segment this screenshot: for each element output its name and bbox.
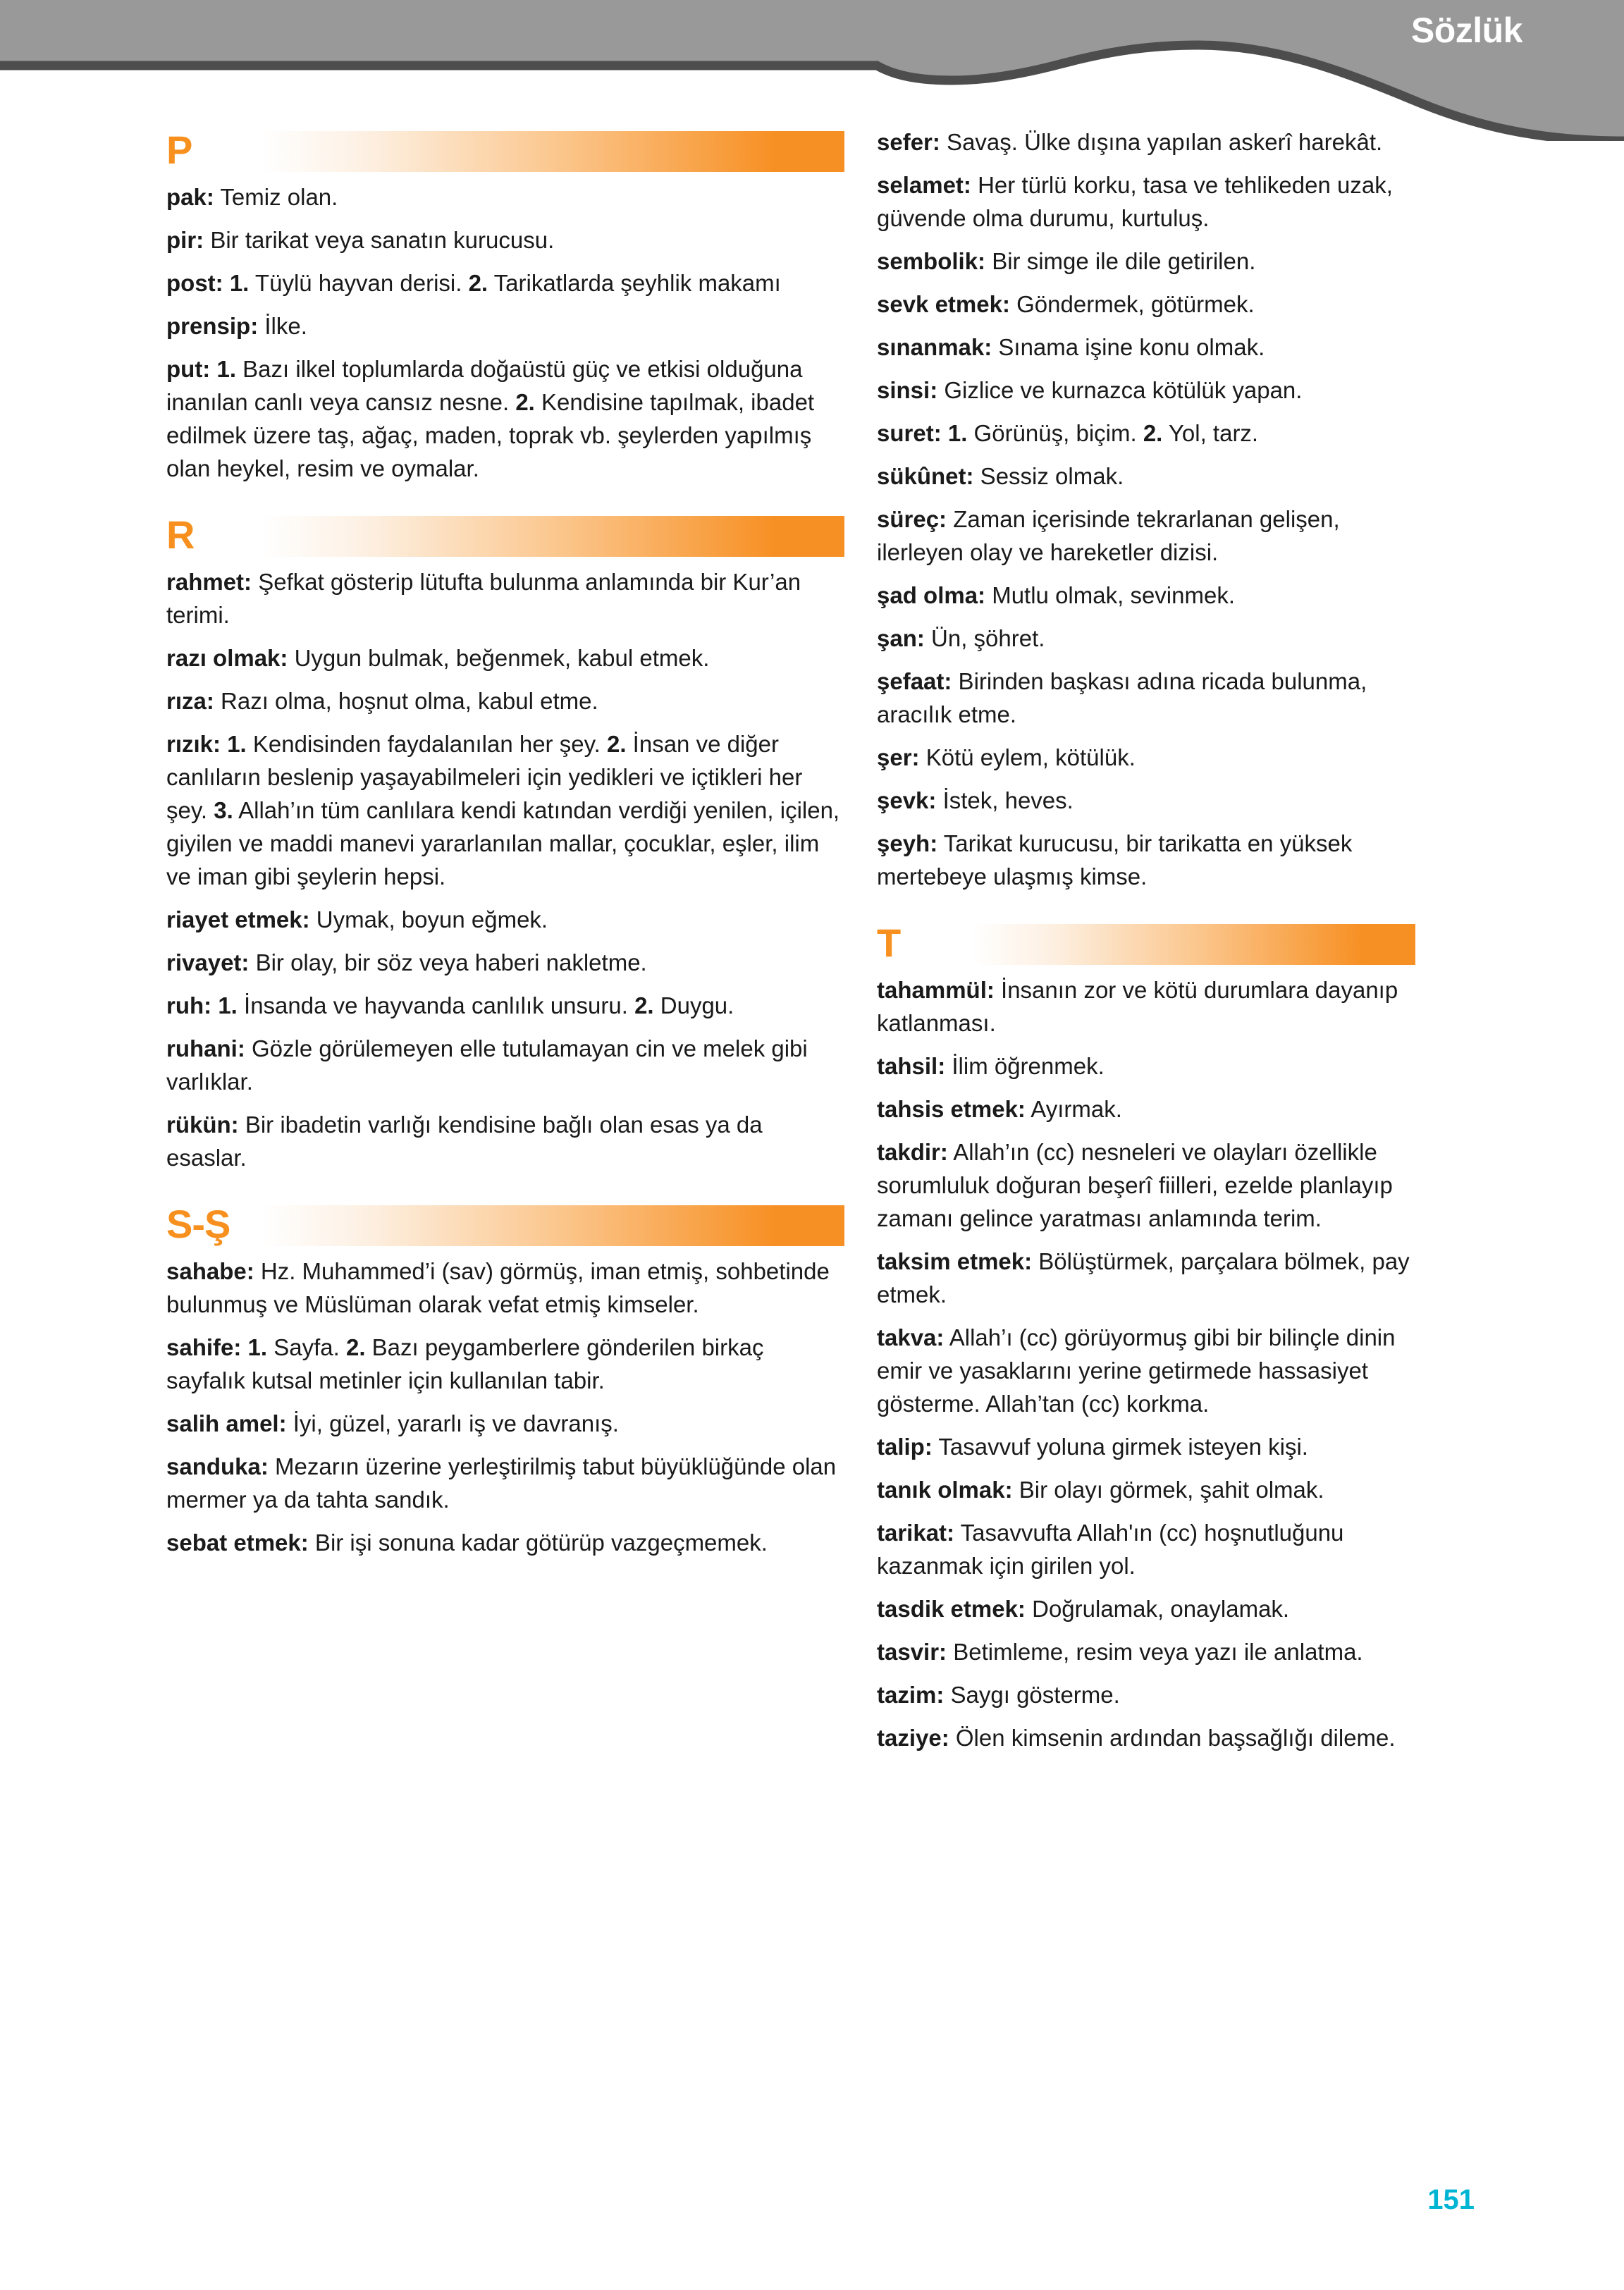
entry-definition: Birinden başkası adına ricada bulunma, aracılık etme. <box>877 668 1367 727</box>
entry-term: tarikat: <box>877 1520 955 1546</box>
dictionary-entry <box>877 1678 1415 1711</box>
entry-definition: Tarikatlarda şeyhlik makamı <box>488 270 781 296</box>
entry-definition: Sessiz olmak. <box>973 463 1124 489</box>
entry-sense-number: 1. <box>241 1334 268 1360</box>
entry-definition: Temiz olan. <box>214 184 338 210</box>
dictionary-entry <box>877 417 1415 450</box>
entry-definition: Tasavvufta Allah'ın (cc) hoşnutluğunu kazanmak için girilen yol. <box>877 1520 1344 1579</box>
entry-definition: Hz. Muhammed’i (sav) görmüş, iman etmiş, sohbetinde bulunmuş ve Müslüman olarak vefat etmiş kimseler. <box>166 1258 830 1317</box>
entry-term: salih amel: <box>166 1410 287 1436</box>
dictionary-entry <box>166 684 844 718</box>
section-header-r <box>166 510 844 561</box>
dictionary-entry <box>166 1331 844 1397</box>
entry-term: sinsi: <box>877 377 938 403</box>
entry-term: prensip: <box>166 313 259 339</box>
entry-definition: Bölüştürmek, parçalara bölmek, pay etmek. <box>877 1248 1410 1307</box>
dictionary-entry <box>166 1526 844 1559</box>
dictionary-entry <box>166 1255 844 1321</box>
entry-term: tanık olmak: <box>877 1477 1013 1503</box>
entry-term: tasdik etmek: <box>877 1596 1026 1622</box>
dictionary-entry <box>877 665 1415 731</box>
entry-term: tahammül: <box>877 977 995 1003</box>
entry-term: rızık: <box>166 731 221 757</box>
entry-term: sevk etmek: <box>877 291 1010 317</box>
entry-definition: Bazı ilkel toplumlarda doğaüstü güç ve etkisi olduğuna inanılan canlı veya cansız nesne. <box>166 356 803 415</box>
dictionary-entry <box>166 1407 844 1440</box>
entry-definition: Ün, şöhret. <box>924 625 1045 651</box>
entry-term: şeyh: <box>877 830 938 856</box>
entry-definition: Razı olma, hoşnut olma, kabul etme. <box>214 688 598 714</box>
entry-definition: Mutlu olmak, sevinmek. <box>985 582 1235 608</box>
dictionary-entry <box>877 1135 1415 1235</box>
section-letter: S-Ş <box>166 1202 230 1246</box>
entry-definition: Tasavvuf yoluna girmek isteyen kişi. <box>932 1434 1308 1460</box>
dictionary-entry <box>166 180 844 214</box>
entry-definition: Yol, tarz. <box>1162 420 1259 446</box>
page-number: 151 <box>1427 2184 1475 2215</box>
entry-sense-number: 2. <box>345 1334 366 1360</box>
entry-term: tazim: <box>877 1682 945 1708</box>
dictionary-entry <box>877 784 1415 817</box>
entry-sense-number: 2. <box>606 731 627 757</box>
entry-definition: İlke. <box>258 313 307 339</box>
entry-term: put: <box>166 356 211 382</box>
entry-definition: Allah’ı (cc) görüyormuş gibi bir bilinçle dinin emir ve yasaklarını yerine getirmede hassasiyet gösterme. Allah’tan (cc) korkma. <box>877 1324 1396 1417</box>
dictionary-entry <box>877 741 1415 774</box>
entry-definition: Bir tarikat veya sanatın kurucusu. <box>204 227 555 253</box>
dictionary-entry <box>877 1473 1415 1506</box>
dictionary-entry <box>166 989 844 1022</box>
entry-definition: Doğrulamak, onaylamak. <box>1025 1596 1290 1622</box>
entry-definition: Uygun bulmak, beğenmek, kabul etmek. <box>288 645 710 671</box>
dictionary-entry <box>166 641 844 675</box>
entry-term: sahife: <box>166 1334 242 1360</box>
dictionary-entry <box>166 266 844 300</box>
dictionary-entry <box>877 1321 1415 1420</box>
entry-definition: Savaş. Ülke dışına yapılan askerî harekât. <box>940 129 1383 155</box>
entry-term: sınanmak: <box>877 334 992 360</box>
dictionary-entry <box>877 1721 1415 1754</box>
entry-term: tahsil: <box>877 1053 946 1079</box>
entry-term: post: <box>166 270 223 296</box>
entry-term: sembolik: <box>877 248 986 274</box>
dictionary-entry <box>166 223 844 257</box>
entry-term: rıza: <box>166 688 214 714</box>
dictionary-entry <box>877 1592 1415 1625</box>
entry-definition: Her türlü korku, tasa ve tehlikeden uzak, güvende olma durumu, kurtuluş. <box>877 172 1393 231</box>
entry-term: razı olmak: <box>166 645 288 671</box>
entry-term: taziye: <box>877 1725 949 1751</box>
column-right <box>877 125 1415 1764</box>
section-letter: R <box>166 512 195 557</box>
entry-sense-number: 1. <box>210 356 236 382</box>
entry-sense-number: 3. <box>214 797 233 823</box>
entry-definition: Sayfa. <box>267 1334 346 1360</box>
section-letter: T <box>877 921 901 965</box>
entry-definition: İstek, heves. <box>936 787 1074 813</box>
page-title: Sözlük <box>1410 11 1522 50</box>
dictionary-entry <box>166 903 844 936</box>
entry-definition: Tarikat kurucusu, bir tarikatta en yüksek mertebeye ulaşmış kimse. <box>877 830 1353 889</box>
dictionary-entry <box>877 1430 1415 1463</box>
entry-definition: İnsanın zor ve kötü durumlara dayanıp katlanması. <box>877 977 1398 1036</box>
entry-term: pir: <box>166 227 204 253</box>
section-gradient-bar <box>262 516 844 557</box>
entry-term: taksim etmek: <box>877 1248 1033 1274</box>
dictionary-entry <box>166 352 844 485</box>
dictionary-entry <box>877 374 1415 407</box>
section-header-t <box>877 918 1415 969</box>
entry-term: talip: <box>877 1434 933 1460</box>
entry-definition: Kendisine tapılmak, ibadet edilmek üzere taş, ağaç, maden, toprak vb. şeylerden yapılmış olan heykel, resim ve oymalar. <box>166 389 815 481</box>
dictionary-entry <box>877 827 1415 893</box>
dictionary-entry <box>877 1049 1415 1083</box>
entry-definition: Zaman içerisinde tekrarlanan gelişen, ilerleyen olay ve hareketler dizisi. <box>877 506 1340 565</box>
entry-term: riayet etmek: <box>166 906 310 932</box>
entry-definition: Bir işi sonuna kadar götürüp vazgeçmemek. <box>308 1529 768 1556</box>
entry-definition: Kendisinden faydalanılan her şey. <box>246 731 607 757</box>
entry-term: rahmet: <box>166 569 252 595</box>
entry-definition: Kötü eylem, kötülük. <box>919 744 1136 770</box>
entry-term: şad olma: <box>877 582 986 608</box>
entry-definition: Gözle görülemeyen elle tutulamayan cin ve melek gibi varlıklar. <box>166 1035 808 1095</box>
entry-term: sebat etmek: <box>166 1529 309 1556</box>
entry-sense-number: 1. <box>221 731 247 757</box>
dictionary-entry <box>877 331 1415 364</box>
entry-definition: Mezarın üzerine yerleştirilmiş tabut büyüklüğünde olan mermer ya da tahta sandık. <box>166 1453 837 1513</box>
dictionary-entry <box>877 1245 1415 1311</box>
entry-term: sükûnet: <box>877 463 974 489</box>
entry-definition: Görünüş, biçim. <box>967 420 1143 446</box>
entry-definition: Betimleme, resim veya yazı ile anlatma. <box>947 1639 1363 1665</box>
entry-term: sanduka: <box>166 1453 269 1479</box>
entry-term: şefaat: <box>877 668 952 694</box>
entry-definition: Sınama işine konu olmak. <box>992 334 1265 360</box>
entry-term: şer: <box>877 744 920 770</box>
entry-definition: İyi, güzel, yararlı iş ve davranış. <box>286 1410 619 1436</box>
entry-definition: Tüylü hayvan derisi. <box>249 270 469 296</box>
entry-sense-number: 1. <box>223 270 250 296</box>
dictionary-entry <box>166 727 844 893</box>
entry-definition: Bir ibadetin varlığı kendisine bağlı olan esas ya da esaslar. <box>166 1112 763 1171</box>
entry-term: süreç: <box>877 506 947 532</box>
entry-definition: Şefkat gösterip lütufta bulunma anlamında bir Kur’an terimi. <box>166 569 801 628</box>
dictionary-entry <box>877 503 1415 569</box>
entry-term: tasvir: <box>877 1639 947 1665</box>
dictionary-entry <box>877 125 1415 159</box>
entry-term: sahabe: <box>166 1258 254 1284</box>
entry-definition: Duygu. <box>653 992 734 1018</box>
dictionary-entry <box>877 973 1415 1040</box>
entry-definition: Bir simge ile dile getirilen. <box>985 248 1256 274</box>
dictionary-entry <box>877 579 1415 612</box>
entry-term: rivayet: <box>166 949 250 975</box>
entry-sense-number: 1. <box>941 420 968 446</box>
dictionary-entry <box>877 288 1415 321</box>
entry-definition: Allah’ın (cc) nesneleri ve olayları özellikle sorumluluk doğuran beşerî fiilleri, ezelde planlayıp zamanı gelince yaratması anlamında terim. <box>877 1139 1393 1231</box>
section-header-p <box>166 125 844 176</box>
dictionary-entry <box>877 1092 1415 1126</box>
dictionary-entry <box>166 1108 844 1174</box>
entry-sense-number: 2. <box>468 270 488 296</box>
entry-definition: Allah’ın tüm canlılara kendi katından verdiği yenilen, içilen, giyilen ve maddi manevi yararlanılan mallar, çocuklar, eşler, ilim ve iman gibi şeylerin hepsi. <box>166 797 840 889</box>
section-letter: P <box>166 128 192 172</box>
entry-term: takdir: <box>877 1139 948 1165</box>
dictionary-entry <box>877 622 1415 655</box>
section-gradient-bar <box>262 131 844 172</box>
entry-sense-number: 2. <box>1143 420 1163 446</box>
entry-term: pak: <box>166 184 214 210</box>
entry-term: rükün: <box>166 1112 239 1138</box>
entry-definition: İnsanda ve hayvanda canlılık unsuru. <box>237 992 635 1018</box>
dictionary-entry <box>877 460 1415 493</box>
entry-definition: Ölen kimsenin ardından başsağlığı dileme. <box>949 1725 1396 1751</box>
dictionary-entry <box>877 245 1415 278</box>
section-header-s- <box>166 1200 844 1250</box>
entry-definition: Bir olayı görmek, şahit olmak. <box>1012 1477 1324 1503</box>
entry-term: şevk: <box>877 787 937 813</box>
entry-term: takva: <box>877 1324 945 1350</box>
section-gradient-bar <box>262 1205 844 1246</box>
entry-sense-number: 2. <box>634 992 654 1018</box>
entry-sense-number: 1. <box>211 992 238 1018</box>
entry-definition: İlim öğrenmek. <box>945 1053 1105 1079</box>
dictionary-entry <box>877 168 1415 235</box>
dictionary-entry <box>166 946 844 979</box>
dictionary-entry <box>877 1635 1415 1668</box>
dictionary-entry <box>166 309 844 343</box>
column-left <box>166 125 844 1569</box>
entry-definition: İnsan ve diğer canlıların beslenip yaşayabilmeleri için yedikleri ve içtikleri her şey. <box>166 731 803 823</box>
dictionary-entry <box>166 1450 844 1516</box>
dictionary-entry <box>877 1516 1415 1582</box>
entry-term: ruh: <box>166 992 212 1018</box>
section-gradient-bar <box>972 924 1415 965</box>
entry-term: sefer: <box>877 129 940 155</box>
entry-definition: Gizlice ve kurnazca kötülük yapan. <box>937 377 1303 403</box>
entry-term: şan: <box>877 625 925 651</box>
entry-definition: Göndermek, götürmek. <box>1009 291 1255 317</box>
entry-term: suret: <box>877 420 942 446</box>
entry-sense-number: 2. <box>515 389 535 415</box>
entry-term: tahsis etmek: <box>877 1096 1026 1122</box>
entry-definition: Bazı peygamberlere gönderilen birkaç sayfalık kutsal metinler için kullanılan tabir. <box>166 1334 764 1393</box>
dictionary-entry <box>166 565 844 632</box>
dictionary-entry <box>166 1032 844 1098</box>
entry-term: selamet: <box>877 172 971 198</box>
entry-definition: Uymak, boyun eğmek. <box>309 906 548 932</box>
entry-term: ruhani: <box>166 1035 245 1061</box>
entry-definition: Bir olay, bir söz veya haberi nakletme. <box>249 949 647 975</box>
entry-definition: Saygı gösterme. <box>944 1682 1120 1708</box>
entry-definition: Ayırmak. <box>1025 1096 1122 1122</box>
